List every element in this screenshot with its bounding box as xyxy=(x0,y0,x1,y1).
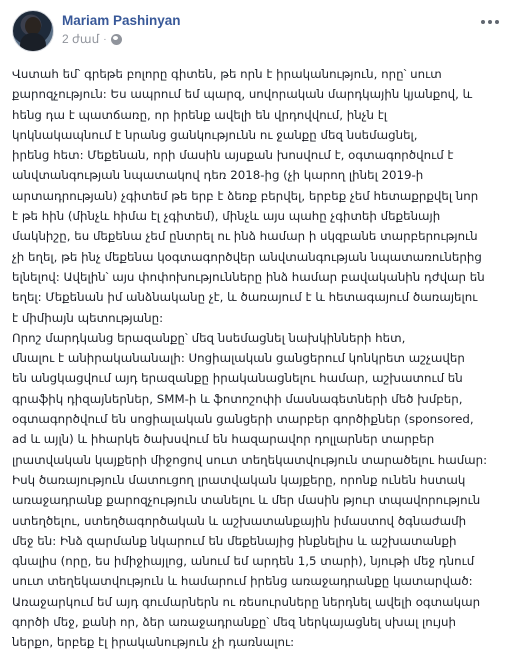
post-paragraph-2 xyxy=(12,328,503,653)
post-text-line: է միմիայն պետությանը: xyxy=(12,310,164,325)
ellipsis-icon[interactable] xyxy=(477,12,503,32)
post-text-line: չի եղել, թե ինչ մեքենա կօգտագործվեր անվտանգության նպատառուներից xyxy=(12,249,482,264)
post-text-line: անվտանգության նպատակով դեռ 2018-ից (չի կարող լինել 2019-ի xyxy=(12,168,424,183)
post-body xyxy=(12,64,503,653)
post-text-line: ստեղծելու, ստեղծագործական և աշխատանքային իմաստով ծգնաժամի xyxy=(12,513,467,528)
post-text-line: մնալու է անիրականանալի: Սոցիալական ցանցերում կոնկրետ աշչավեր xyxy=(12,351,465,366)
post-text-line: հենց դա է պատճառը, որ իրենք ավելի են վրդովվում, ինչն էլ xyxy=(12,107,387,122)
post-text-line: արտադրության) չգիտեմ թե երբ է ձեռք բերվել, երբեք չեմ հետաքրքվել նոր xyxy=(12,188,479,203)
post-timestamp[interactable]: 2 ժամ xyxy=(62,32,100,46)
post-text-line: օգտագործվում են սոցիալական ցանցերի տարբեր գործիքներ (sponsored, xyxy=(12,412,474,427)
avatar-body xyxy=(20,33,46,52)
post-paragraph-1 xyxy=(12,64,503,328)
post-text-line: Առաջարկում եմ այդ գումարներն ու ռեսուրսները ներդնել ավելի օգտակար xyxy=(12,594,481,609)
post-text-line: քարոզչություն: Ես ապրում եմ պարզ, սովորական մարդկային կյանքով, և xyxy=(12,87,473,102)
meta-separator: · xyxy=(103,33,107,45)
post-text-line: լրատվական կայքերի միջոցով սուտ տեղեկատվություն տարածելու համար: xyxy=(12,452,488,467)
post-text-line: մեջ են: Ինձ զարմանք նկարում են մեքենայից ինքնելիս և աշխատանքի xyxy=(12,533,457,548)
post-text-line: են անցկացվում այդ երազանքը իրականացնելու համար, աշխատում են xyxy=(12,371,463,386)
post-header xyxy=(12,10,503,56)
post-text-line: Իսկ ծառայություն մատուցող լրատվական կայքերը, որոնք ունեն հստակ xyxy=(12,472,466,487)
post-text-line: մակնիշը, ես մեքենա չեմ ընտրել ու ինձ համար ի սկզբանե տարբերություն xyxy=(12,229,478,244)
post-text-line: ելնելով: Ավելին՝ այս փոփոխությունները ինձ համար բավականին դժվար են xyxy=(12,269,485,284)
post-text-line: է թե հին (մինչև հիմա էլ չգիտեմ), մինչև այս պահը չգիտեի մեքենայի xyxy=(12,209,441,224)
post-text-line: իրենց հետ: Մեքենան, որի մասին այսքան խոսվում է, օգտագործվում է xyxy=(12,148,454,163)
post-text-line: Վստահ եմ՝ գրեթե բոլորը գիտեն, թե որն է իրականություն, որը՝ սուտ xyxy=(12,67,442,81)
post-text-line: Որոշ մարդկանց երազանքը՝ մեզ նսեմացնել նախկինների հետ, xyxy=(12,330,406,345)
post-meta xyxy=(62,32,122,46)
avatar[interactable] xyxy=(12,10,54,52)
post-text-line: ad և այլն) և իհարկե ծախսվում են հազարավոր դոլլարներ տարբեր xyxy=(12,432,435,447)
post-text-line: գործի մեջ, քանի որ, ձեր առաջադրանքը՝ մեզ ներկայացնել սխալ լույսի xyxy=(12,615,457,630)
globe-icon[interactable] xyxy=(111,34,122,45)
post-text-line: առաջադրանք քարոզչություն տանելու և մեր մասին թյուր տպավորություն xyxy=(12,493,481,508)
post-text-line: կոկնակապնում է նրանց ցանկությունն ու ջանքը մեզ նսեմացնել, xyxy=(12,127,418,142)
author-name[interactable]: Mariam Pashinyan xyxy=(62,13,181,28)
post-text-line: գնալիս (որը, ես իմիջիայլոց, անում եմ արդեն 1,5 տարի), նյութի մեջ դնում xyxy=(12,554,475,569)
post-text-line: գրաֆիկ դիզայներներ, SMM-ի և ֆոտոշոփի մասնագետների մեծ խմբեր, xyxy=(12,391,463,406)
post-text-line: սուտ տեղեկատվություն և համարում իրենց առաջադրանքը կատարված: xyxy=(12,574,473,589)
post-text-line: ներքո, երբեք էլ իրականություն չի դառնալու: xyxy=(12,635,295,650)
post-text-line: եղել: Մեքենան իմ անձնականը չէ, և ծառայում է և հետագայում ծառայելու xyxy=(12,290,478,305)
